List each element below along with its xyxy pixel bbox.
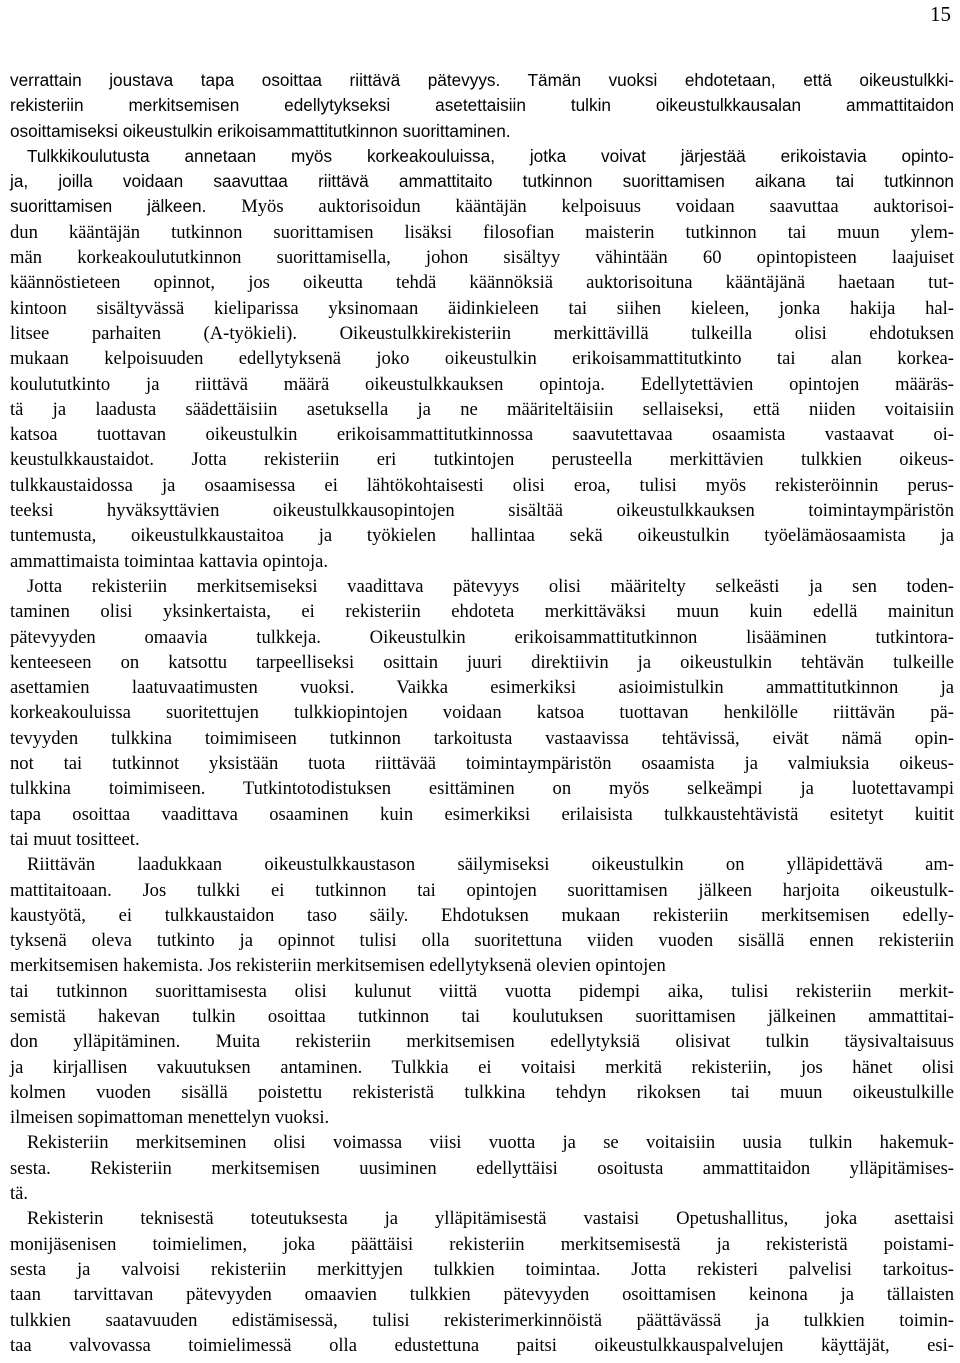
text-line: kenteeseen on katsottu tarpeelliseksi osittain juuri direktiivin ja oikeustulkin tehtävän tulkeille [10, 651, 954, 673]
text-line: monijäsenisen toimielimen, joka päättäisi rekisteriin merkitsemisestä ja rekisteristä poistami- [10, 1233, 954, 1255]
text-line: kolmen vuoden sisällä poistettu rekisteristä tulkkina tehdyn rikoksen tai muun oikeustulkille [10, 1081, 954, 1103]
text-segment-serif: Myös auktorisoidun kääntäjän kelpoisuus voidaan saavuttaa auktorisoi- [206, 196, 954, 218]
text-line: asettamien laatuvaatimusten vuoksi. Vaikka esimerkiksi asioimistulkin ammattitutkinnon ja [10, 677, 954, 699]
text-line: käännöstieteen opinnot, jos oikeutta tehdä käännöksiä auktorisoituna kääntäjänä haetaan tut- [10, 272, 954, 294]
text-line: osoittamiseksi oikeustulkin erikoisammattitutkinnon suorittaminen. [10, 120, 511, 141]
text-line: kintoon sisältyvässä kieliparissa yksinomaan äidinkieleen tai siihen kieleen, jonka hakija hal- [10, 297, 954, 319]
text-line: not tai tutkinnot yksistään tuota riittävää toimintaympäristön osaamista ja valmiuksia oikeus- [10, 753, 954, 775]
text-line: tä. [10, 1183, 29, 1205]
text-line: tulkkaustaidossa ja osaamisessa ei lähtökohtaisesti olisi eroa, tulisi myös rekisteröinnin perus- [10, 474, 954, 496]
text-line: tä ja laadusta säädettäisiin asetuksella ja ne määriteltäisiin sellaiseksi, että niiden voitaisiin [10, 398, 954, 420]
text-line: tai muut tositteet. [10, 828, 140, 850]
text-line: taa valvovassa toimielimessä olla edustettuna paitsi oikeustulkkauspalvelujen käyttäjät, esi- [10, 1334, 954, 1356]
text-line: tyksenä oleva tutkinto ja opinnot tulisi olla suoritettuna viiden vuoden sisällä ennen rekisteriin [10, 930, 954, 952]
text-line [10, 194, 954, 219]
text-line: pätevyyden omaavia tulkkeja. Oikeustulkin erikoisammattitutkinnon lisääminen tutkintora- [10, 626, 954, 648]
text-line: korkeakouluissa suoritettujen tulkkiopintojen voidaan katsoa tuottavan henkilölle riittävän pä- [10, 702, 954, 724]
text-line: katsoa tuottavan oikeustulkin erikoisammattitutkinnossa saavutettavaa osaamista vastaavat oi- [10, 424, 954, 446]
text-line: rekisteriin merkitsemisen edellytykseksi asetettaisiin tulkin oikeustulkkausalan ammattitaidon [10, 95, 954, 116]
text-line: män korkeakoulututkinnon suorittamisella, johon sisältyy vähintään 60 opintopisteen laajuiset [10, 247, 954, 269]
text-line: semistä hakevan tulkin osoittaa tutkinnon tai koulutuksen suorittamisen jälkeinen ammattitai- [10, 1005, 954, 1027]
text-line: kaustyötä, ei tulkkaustaidon taso säily. Ehdotuksen mukaan rekisteriin merkitsemisen edelly- [10, 904, 954, 926]
text-line: dun kääntäjän tutkinnon suorittamisen lisäksi filosofian maisterin tutkinnon tai muun ylem- [10, 221, 954, 243]
text-line: sesta ja valvoisi rekisteriin merkittyjen tulkkien toimintaa. Jotta rekisteri palvelisi tarkoitus- [10, 1258, 954, 1280]
text-line: mattitaitoaan. Jos tulkki ei tutkinnon tai opintojen suorittamisen jälkeen harjoita oikeustulk- [10, 879, 954, 901]
text-line: taan tarvittavan pätevyyden omaavien tulkkien pätevyyden osoittamisen keinona ja tällaisten [10, 1284, 954, 1306]
text-line: tapa osoittaa vaadittava osaaminen kuin esimerkiksi erilaisista tulkkaustehtävistä esitetyt kuitit [10, 803, 954, 825]
page-number: 15 [930, 2, 951, 26]
text-line: sesta. Rekisteriin merkitsemisen uusiminen edellyttäisi osoitusta ammattitaidon ylläpitämises- [10, 1157, 954, 1179]
text-line: tuntemusta, oikeustulkkaustaitoa ja työkielen hallintaa sekä oikeustulkin työelämäosaamista ja [10, 525, 954, 547]
text-line: ammattimaista toimintaa kattavia opintoja. [10, 550, 329, 572]
text-line: ilmeisen sopimattoman menettelyn vuoksi. [10, 1107, 330, 1129]
text-line: Rekisterin teknisestä toteutuksesta ja ylläpitämisestä vastaisi Opetushallitus, joka asettaisi [27, 1208, 954, 1230]
text-line: ja kirjallisen vakuutuksen antaminen. Tulkkia ei voitaisi merkitä rekisteriin, jos hänet olisi [10, 1056, 954, 1078]
text-segment-sans: suorittamisen jälkeen. [10, 196, 207, 217]
text-line: ja, joilla voidaan saavuttaa riittävä ammattitaito tutkinnon suorittamisen aikana tai tutkinnon [10, 171, 954, 192]
text-line: tai tutkinnon suorittamisesta olisi kulunut viittä vuotta pidempi aika, tulisi rekisteriin merkit- [10, 980, 954, 1002]
text-line: Riittävän laadukkaan oikeustulkkaustason säilymiseksi oikeustulkin on ylläpidettävä am- [27, 854, 954, 876]
document-body [10, 68, 954, 1358]
text-line: tulkkien saatavuuden edistämisessä, tulisi rekisterimerkinnöistä päättävässä ja tulkkien toimin- [10, 1309, 954, 1331]
text-line: tevyyden tulkkina toimimiseen tutkinnon tarkoitusta vastaavissa tehtävissä, eivät nämä opin- [10, 727, 954, 749]
text-line: don ylläpitäminen. Muita rekisteriin merkitsemisen edellytyksiä olisivat tulkin täysivaltaisuus [10, 1031, 954, 1053]
text-line: tulkkina toimimiseen. Tutkintotodistuksen esittäminen on myös selkeämpi ja luotettavampi [10, 778, 954, 800]
text-line: Tulkkikoulutusta annetaan myös korkeakouluissa, jotka voivat järjestää erikoistavia opinto- [27, 145, 954, 166]
text-line: merkitsemisen hakemista. Jos rekisteriin merkitsemisen edellytyksenä olevien opintojen [10, 955, 666, 977]
text-line: verrattain joustava tapa osoittaa riittävä pätevyys. Tämän vuoksi ehdotetaan, että oikeustulkki- [10, 70, 954, 90]
text-line: koulututkinto ja riittävä määrä oikeustulkkauksen opintoja. Edellytettävien opintojen määräs- [10, 373, 954, 395]
text-line: taminen olisi yksinkertaista, ei rekisteriin ehdoteta merkittäväksi muun kuin edellä mainitun [10, 601, 954, 623]
text-line: Jotta rekisteriin merkitsemiseksi vaadittava pätevyys olisi määritelty selkeästi ja sen toden- [27, 575, 954, 597]
text-line: teeksi hyväksyttävien oikeustulkkausopintojen sisältää oikeustulkkauksen toimintaympäristön [10, 500, 954, 522]
text-line: keustulkkaustaidot. Jotta rekisteriin eri tutkintojen perusteella merkittävien tulkkien oikeus- [10, 449, 954, 471]
text-line: Rekisteriin merkitseminen olisi voimassa viisi vuotta ja se voitaisiin uusia tulkin hakemuk- [27, 1132, 954, 1154]
text-line: litsee parhaiten (A-työkieli). Oikeustulkkirekisteriin merkittävillä tulkeilla olisi ehdotuksen [10, 322, 954, 344]
text-line: mukaan kelpoisuuden edellytyksenä joko oikeustulkin erikoisammattitutkinto tai alan korkea- [10, 348, 954, 370]
